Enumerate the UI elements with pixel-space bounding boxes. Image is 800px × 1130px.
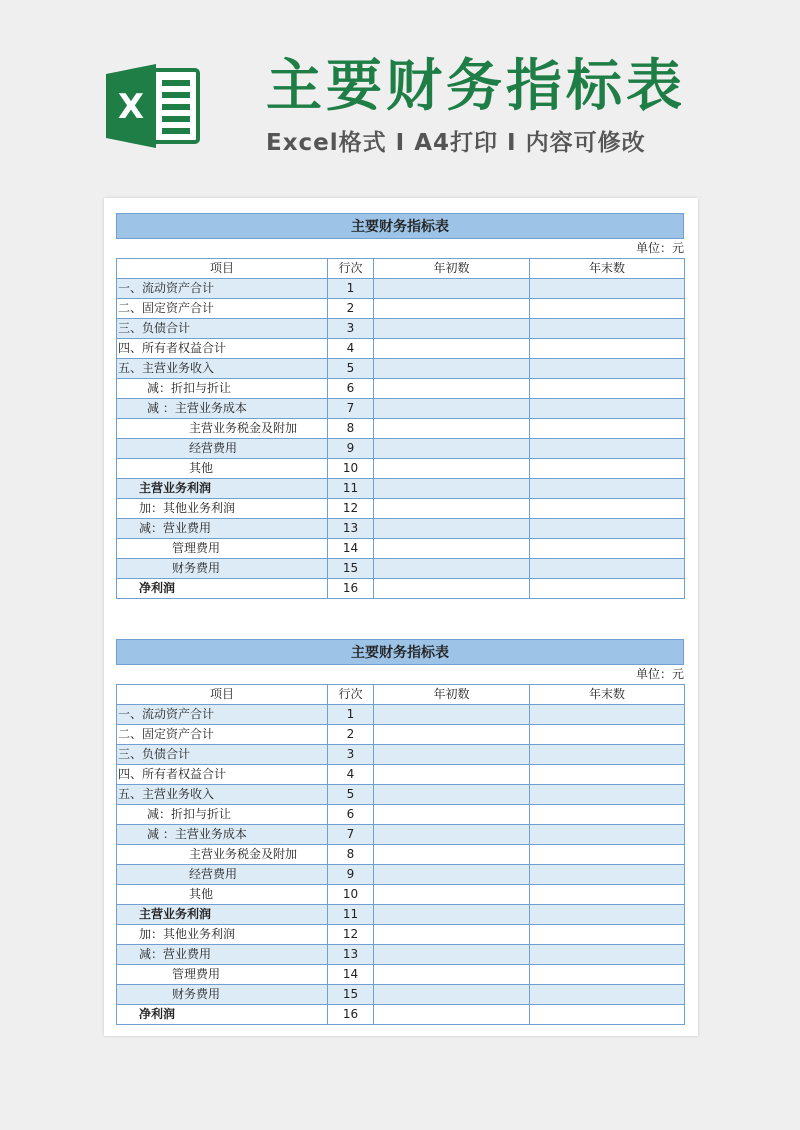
begin-value-cell[interactable] [374, 439, 530, 459]
begin-value-cell[interactable] [374, 905, 530, 925]
logo-letter: X [117, 87, 145, 127]
table-row [117, 559, 685, 579]
begin-value-cell[interactable] [374, 845, 530, 865]
end-value-cell[interactable] [530, 825, 685, 845]
begin-value-cell[interactable] [374, 479, 530, 499]
begin-value-cell[interactable] [374, 785, 530, 805]
end-value-cell[interactable] [530, 579, 685, 599]
table-row [117, 519, 685, 539]
table-row [117, 925, 685, 945]
financial-table [116, 684, 685, 1025]
begin-value-cell[interactable] [374, 279, 530, 299]
table-row [117, 885, 685, 905]
column-header: 年初数 [374, 685, 530, 705]
column-header: 年末数 [530, 685, 685, 705]
row-number-cell[interactable]: 2 [328, 725, 374, 745]
row-number-cell[interactable]: 6 [328, 379, 374, 399]
financial-table [116, 258, 685, 599]
column-header: 行次 [328, 259, 374, 279]
table-row [117, 1005, 685, 1025]
table-row [117, 539, 685, 559]
item-cell[interactable]: 减：折扣与折让 [117, 379, 328, 399]
begin-value-cell[interactable] [374, 339, 530, 359]
item-cell[interactable]: 净利润 [117, 579, 328, 599]
end-value-cell[interactable] [530, 279, 685, 299]
begin-value-cell[interactable] [374, 399, 530, 419]
table-row [117, 705, 685, 725]
row-number-cell[interactable]: 8 [328, 845, 374, 865]
row-number-cell[interactable]: 2 [328, 299, 374, 319]
end-value-cell[interactable] [530, 865, 685, 885]
table-header-row [117, 259, 685, 279]
begin-value-cell[interactable] [374, 745, 530, 765]
item-cell[interactable]: 加：其他业务利润 [117, 499, 328, 519]
end-value-cell[interactable] [530, 519, 685, 539]
row-number-cell[interactable]: 11 [328, 479, 374, 499]
row-number-cell[interactable]: 7 [328, 825, 374, 845]
begin-value-cell[interactable] [374, 705, 530, 725]
item-cell[interactable]: 减：营业费用 [117, 945, 328, 965]
row-number-cell[interactable]: 9 [328, 439, 374, 459]
row-number-cell[interactable]: 8 [328, 419, 374, 439]
end-value-cell[interactable] [530, 765, 685, 785]
end-value-cell[interactable] [530, 479, 685, 499]
item-cell[interactable]: 主营业务利润 [117, 479, 328, 499]
item-cell[interactable]: 五、主营业务收入 [117, 785, 328, 805]
end-value-cell[interactable] [530, 339, 685, 359]
table-row [117, 765, 685, 785]
begin-value-cell[interactable] [374, 519, 530, 539]
end-value-cell[interactable] [530, 379, 685, 399]
row-number-cell[interactable]: 1 [328, 705, 374, 725]
item-cell[interactable]: 其他 [117, 459, 328, 479]
table-row [117, 379, 685, 399]
begin-value-cell[interactable] [374, 805, 530, 825]
table-row [117, 745, 685, 765]
end-value-cell[interactable] [530, 945, 685, 965]
item-cell[interactable]: 主营业务利润 [117, 905, 328, 925]
column-header: 项目 [117, 259, 328, 279]
begin-value-cell[interactable] [374, 559, 530, 579]
begin-value-cell[interactable] [374, 885, 530, 905]
begin-value-cell[interactable] [374, 985, 530, 1005]
table-row [117, 905, 685, 925]
begin-value-cell[interactable] [374, 319, 530, 339]
end-value-cell[interactable] [530, 725, 685, 745]
table-row [117, 299, 685, 319]
table-row [117, 579, 685, 599]
table-row [117, 499, 685, 519]
end-value-cell[interactable] [530, 539, 685, 559]
unit-label: 单位：元 [635, 667, 684, 681]
begin-value-cell[interactable] [374, 945, 530, 965]
table-row [117, 479, 685, 499]
begin-value-cell[interactable] [374, 965, 530, 985]
row-number-cell[interactable]: 6 [328, 805, 374, 825]
table-row [117, 279, 685, 299]
end-value-cell[interactable] [530, 885, 685, 905]
table-row [117, 359, 685, 379]
row-number-cell[interactable]: 3 [328, 745, 374, 765]
end-value-cell[interactable] [530, 459, 685, 479]
row-number-cell[interactable]: 15 [328, 559, 374, 579]
table-row [117, 945, 685, 965]
row-number-cell[interactable]: 14 [328, 539, 374, 559]
begin-value-cell[interactable] [374, 579, 530, 599]
end-value-cell[interactable] [530, 965, 685, 985]
table-header-row [117, 685, 685, 705]
financial-table-block-1 [116, 213, 684, 599]
table-row [117, 965, 685, 985]
item-cell[interactable]: 加：其他业务利润 [117, 925, 328, 945]
end-value-cell[interactable] [530, 559, 685, 579]
end-value-cell[interactable] [530, 439, 685, 459]
row-number-cell[interactable]: 16 [328, 1005, 374, 1025]
item-cell[interactable]: 减：营业费用 [117, 519, 328, 539]
row-number-cell[interactable]: 12 [328, 925, 374, 945]
item-cell[interactable]: 二、固定资产合计 [117, 299, 328, 319]
end-value-cell[interactable] [530, 419, 685, 439]
row-number-cell[interactable]: 4 [328, 765, 374, 785]
table-row [117, 439, 685, 459]
item-cell[interactable]: 经营费用 [117, 865, 328, 885]
row-number-cell[interactable]: 10 [328, 885, 374, 905]
begin-value-cell[interactable] [374, 459, 530, 479]
end-value-cell[interactable] [530, 399, 685, 419]
begin-value-cell[interactable] [374, 725, 530, 745]
row-number-cell[interactable]: 14 [328, 965, 374, 985]
row-number-cell[interactable]: 16 [328, 579, 374, 599]
end-value-cell[interactable] [530, 845, 685, 865]
item-cell[interactable]: 管理费用 [117, 539, 328, 559]
table-title: 主要财务指标表 [116, 639, 684, 665]
item-cell[interactable]: 减 ：主营业务成本 [117, 399, 328, 419]
row-number-cell[interactable]: 7 [328, 399, 374, 419]
item-cell[interactable]: 财务费用 [117, 559, 328, 579]
item-cell[interactable]: 主营业务税金及附加 [117, 419, 328, 439]
item-cell[interactable]: 二、固定资产合计 [117, 725, 328, 745]
row-number-cell[interactable]: 5 [328, 785, 374, 805]
item-cell[interactable]: 减 ：主营业务成本 [117, 825, 328, 845]
column-header: 年初数 [374, 259, 530, 279]
row-number-cell[interactable]: 13 [328, 519, 374, 539]
row-number-cell[interactable]: 12 [328, 499, 374, 519]
excel-logo-icon [104, 62, 202, 150]
item-cell[interactable]: 管理费用 [117, 965, 328, 985]
table-row [117, 845, 685, 865]
begin-value-cell[interactable] [374, 379, 530, 399]
table-row [117, 825, 685, 845]
begin-value-cell[interactable] [374, 419, 530, 439]
begin-value-cell[interactable] [374, 299, 530, 319]
table-row [117, 985, 685, 1005]
item-cell[interactable]: 经营费用 [117, 439, 328, 459]
table-row [117, 319, 685, 339]
table-row [117, 865, 685, 885]
table-title: 主要财务指标表 [116, 213, 684, 239]
unit-label: 单位：元 [635, 241, 684, 255]
item-cell[interactable]: 一、流动资产合计 [117, 279, 328, 299]
table-row [117, 399, 685, 419]
item-cell[interactable]: 三、负债合计 [117, 745, 328, 765]
column-header: 行次 [328, 685, 374, 705]
item-cell[interactable]: 财务费用 [117, 985, 328, 1005]
begin-value-cell[interactable] [374, 499, 530, 519]
row-number-cell[interactable]: 15 [328, 985, 374, 1005]
item-cell[interactable]: 四、所有者权益合计 [117, 765, 328, 785]
end-value-cell[interactable] [530, 299, 685, 319]
end-value-cell[interactable] [530, 785, 685, 805]
begin-value-cell[interactable] [374, 925, 530, 945]
row-number-cell[interactable]: 3 [328, 319, 374, 339]
item-cell[interactable]: 减：折扣与折让 [117, 805, 328, 825]
begin-value-cell[interactable] [374, 865, 530, 885]
page-title: 主要财务指标表 [266, 54, 686, 119]
row-number-cell[interactable]: 1 [328, 279, 374, 299]
end-value-cell[interactable] [530, 905, 685, 925]
end-value-cell[interactable] [530, 925, 685, 945]
end-value-cell[interactable] [530, 319, 685, 339]
column-header: 项目 [117, 685, 328, 705]
item-cell[interactable]: 净利润 [117, 1005, 328, 1025]
item-cell[interactable]: 四、所有者权益合计 [117, 339, 328, 359]
row-number-cell[interactable]: 10 [328, 459, 374, 479]
row-number-cell[interactable]: 5 [328, 359, 374, 379]
item-cell[interactable]: 三、负债合计 [117, 319, 328, 339]
table-row [117, 805, 685, 825]
item-cell[interactable]: 主营业务税金及附加 [117, 845, 328, 865]
table-row [117, 459, 685, 479]
financial-table-block-2 [116, 639, 684, 1025]
table-row [117, 419, 685, 439]
end-value-cell[interactable] [530, 745, 685, 765]
column-header: 年末数 [530, 259, 685, 279]
item-cell[interactable]: 一、流动资产合计 [117, 705, 328, 725]
row-number-cell[interactable]: 4 [328, 339, 374, 359]
end-value-cell[interactable] [530, 499, 685, 519]
row-number-cell[interactable]: 9 [328, 865, 374, 885]
table-row [117, 725, 685, 745]
item-cell[interactable]: 其他 [117, 885, 328, 905]
end-value-cell[interactable] [530, 1005, 685, 1025]
document-page [104, 198, 698, 1036]
page-subtitle: Excel格式 I A4打印 I 内容可修改 [266, 130, 646, 156]
table-row [117, 785, 685, 805]
row-number-cell[interactable]: 13 [328, 945, 374, 965]
item-cell[interactable]: 五、主营业务收入 [117, 359, 328, 379]
end-value-cell[interactable] [530, 359, 685, 379]
begin-value-cell[interactable] [374, 765, 530, 785]
begin-value-cell[interactable] [374, 359, 530, 379]
begin-value-cell[interactable] [374, 1005, 530, 1025]
begin-value-cell[interactable] [374, 825, 530, 845]
row-number-cell[interactable]: 11 [328, 905, 374, 925]
begin-value-cell[interactable] [374, 539, 530, 559]
table-row [117, 339, 685, 359]
end-value-cell[interactable] [530, 705, 685, 725]
end-value-cell[interactable] [530, 805, 685, 825]
end-value-cell[interactable] [530, 985, 685, 1005]
